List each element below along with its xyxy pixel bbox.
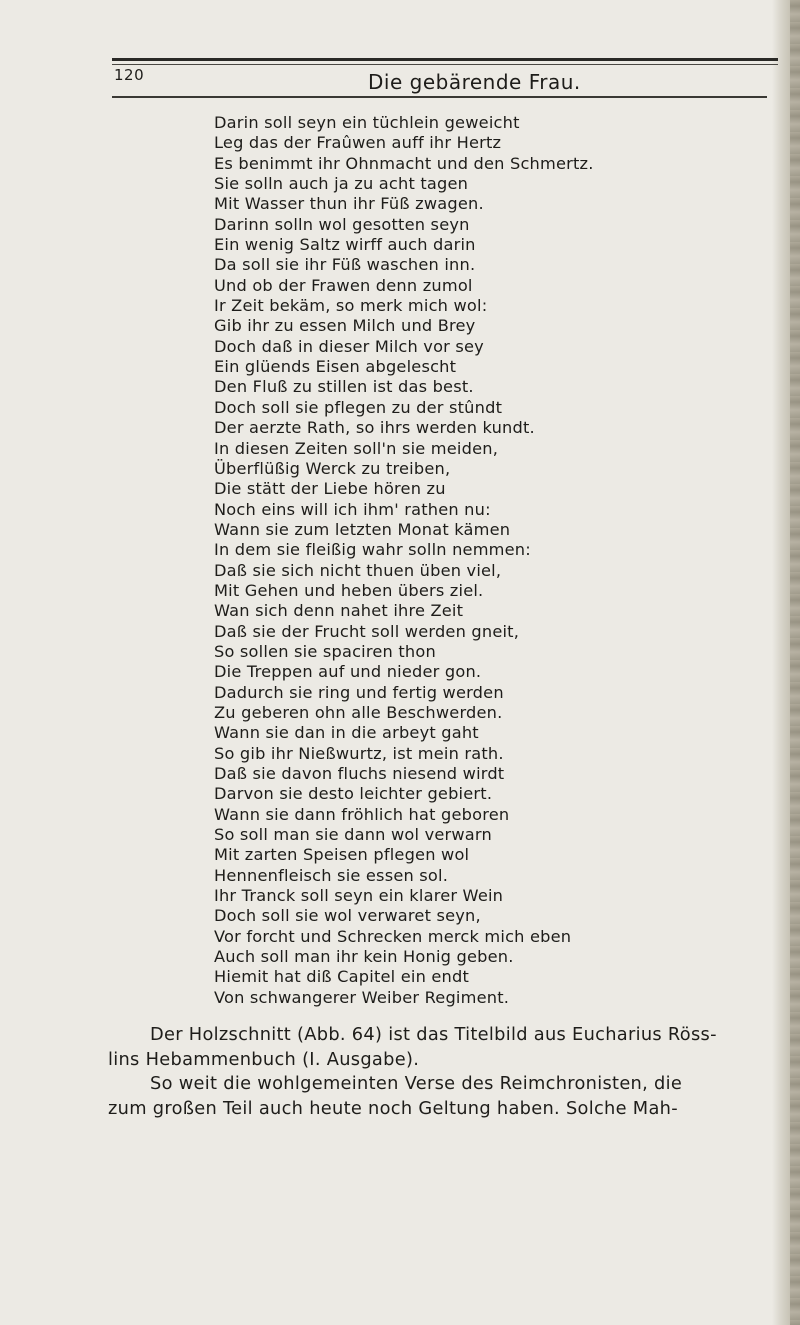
verse-line: Ihr Tranck soll seyn ein klarer Wein (214, 886, 504, 906)
verse-line: Wann sie dann fröhlich hat geboren (214, 804, 510, 824)
verse-line: Sie solln auch ja zu acht tagen (214, 174, 469, 194)
verse-line: Darinn solln wol gesotten seyn (214, 214, 470, 234)
verse-line: Die stätt der Liebe hören zu (214, 479, 446, 499)
verse-line: Von schwangerer Weiber Regiment. (214, 987, 510, 1007)
verse-line: Doch daß in dieser Milch vor sey (214, 336, 484, 356)
verse-line: Und ob der Frawen denn zumol (214, 275, 473, 295)
verse-line: Vor forcht und Schrecken merck mich eben (214, 926, 572, 946)
page-edge-stack (790, 0, 800, 1325)
verse-line: So gib ihr Nießwurtz, ist mein rath. (214, 743, 504, 763)
header-rule-thin (112, 64, 778, 65)
verse-line: Darvon sie desto leichter gebiert. (214, 784, 493, 804)
verse-line: Gib ihr zu essen Milch und Brey (214, 316, 476, 336)
verse-line: Mit zarten Speisen pflegen wol (214, 845, 470, 865)
verse-line: Wann sie dan in die arbeyt gaht (214, 723, 479, 743)
verse-line: In dem sie fleißig wahr solln nemmen: (214, 540, 531, 560)
verse-line: Daß sie davon fluchs niesend wirdt (214, 764, 505, 783)
verse-line: Der aerzte Rath, so ihrs werden kundt. (214, 418, 535, 438)
verse-line: Mit Wasser thun ihr Füß zwagen. (214, 194, 484, 214)
verse-line: Mit Gehen und heben übers ziel. (214, 580, 484, 600)
verse-line: Leg das der Fraûwen auff ihr Hertz (214, 133, 502, 153)
verse-line: Wan sich denn nahet ihre Zeit (214, 601, 464, 621)
verse-line: So sollen sie spaciren thon (214, 641, 436, 661)
verse-line: Daß sie sich nicht thuen üben viel, (214, 560, 502, 580)
verse-line: Den Fluß zu stillen ist das best. (214, 377, 474, 397)
paragraph-line: zum großen Teil auch heute noch Geltung haben. Solche Mah- (108, 1097, 678, 1119)
verse-block (214, 113, 754, 1008)
body-text (108, 1023, 768, 1121)
verse-line: Die Treppen auf und nieder gon. (214, 662, 482, 682)
verse-line: Darin soll seyn ein tüchlein geweicht (214, 113, 520, 132)
verse-line: Ein wenig Saltz wirff auch darin (214, 235, 476, 255)
verse-line: Dadurch sie ring und fertig werden (214, 682, 504, 702)
paragraph-line: Der Holzschnitt (Abb. 64) ist das Titelbild aus Eucharius Röss- (150, 1024, 717, 1045)
verse-line: Es benimmt ihr Ohnmacht und den Schmertz. (214, 153, 594, 173)
page-number: 120 (114, 66, 145, 84)
verse-line: Wann sie zum letzten Monat kämen (214, 519, 511, 539)
verse-line: In diesen Zeiten soll'n sie meiden, (214, 438, 499, 458)
paragraph-line: So weit die wohlgemeinten Verse des Reimchronisten, die (150, 1073, 683, 1095)
verse-line: Da soll sie ihr Füß waschen inn. (214, 255, 476, 275)
verse-line: Auch soll man ihr kein Honig geben. (214, 947, 514, 967)
running-head: Die gebärende Frau. (368, 70, 581, 94)
verse-line: So soll man sie dann wol verwarn (214, 825, 492, 845)
header-underline-rule (112, 96, 767, 98)
verse-line: Ir Zeit bekäm, so merk mich wol: (214, 296, 488, 316)
verse-line: Hiemit hat diß Capitel ein endt (214, 967, 470, 987)
verse-line: Hennenfleisch sie essen sol. (214, 865, 449, 885)
verse-line: Doch soll sie pflegen zu der stûndt (214, 397, 503, 417)
header-rule-thick (112, 58, 778, 61)
verse-line: Noch eins will ich ihm' rathen nu: (214, 499, 491, 519)
verse-line: Doch soll sie wol verwaret seyn, (214, 906, 481, 926)
paragraph-line: lins Hebammenbuch (I. Ausgabe). (108, 1048, 420, 1070)
verse-line: Zu geberen ohn alle Beschwerden. (214, 702, 503, 722)
verse-line: Daß sie der Frucht soll werden gneit, (214, 621, 520, 641)
verse-line: Ein glüends Eisen abgelescht (214, 357, 457, 377)
verse-line: Überflüßig Werck zu treiben, (214, 458, 451, 478)
